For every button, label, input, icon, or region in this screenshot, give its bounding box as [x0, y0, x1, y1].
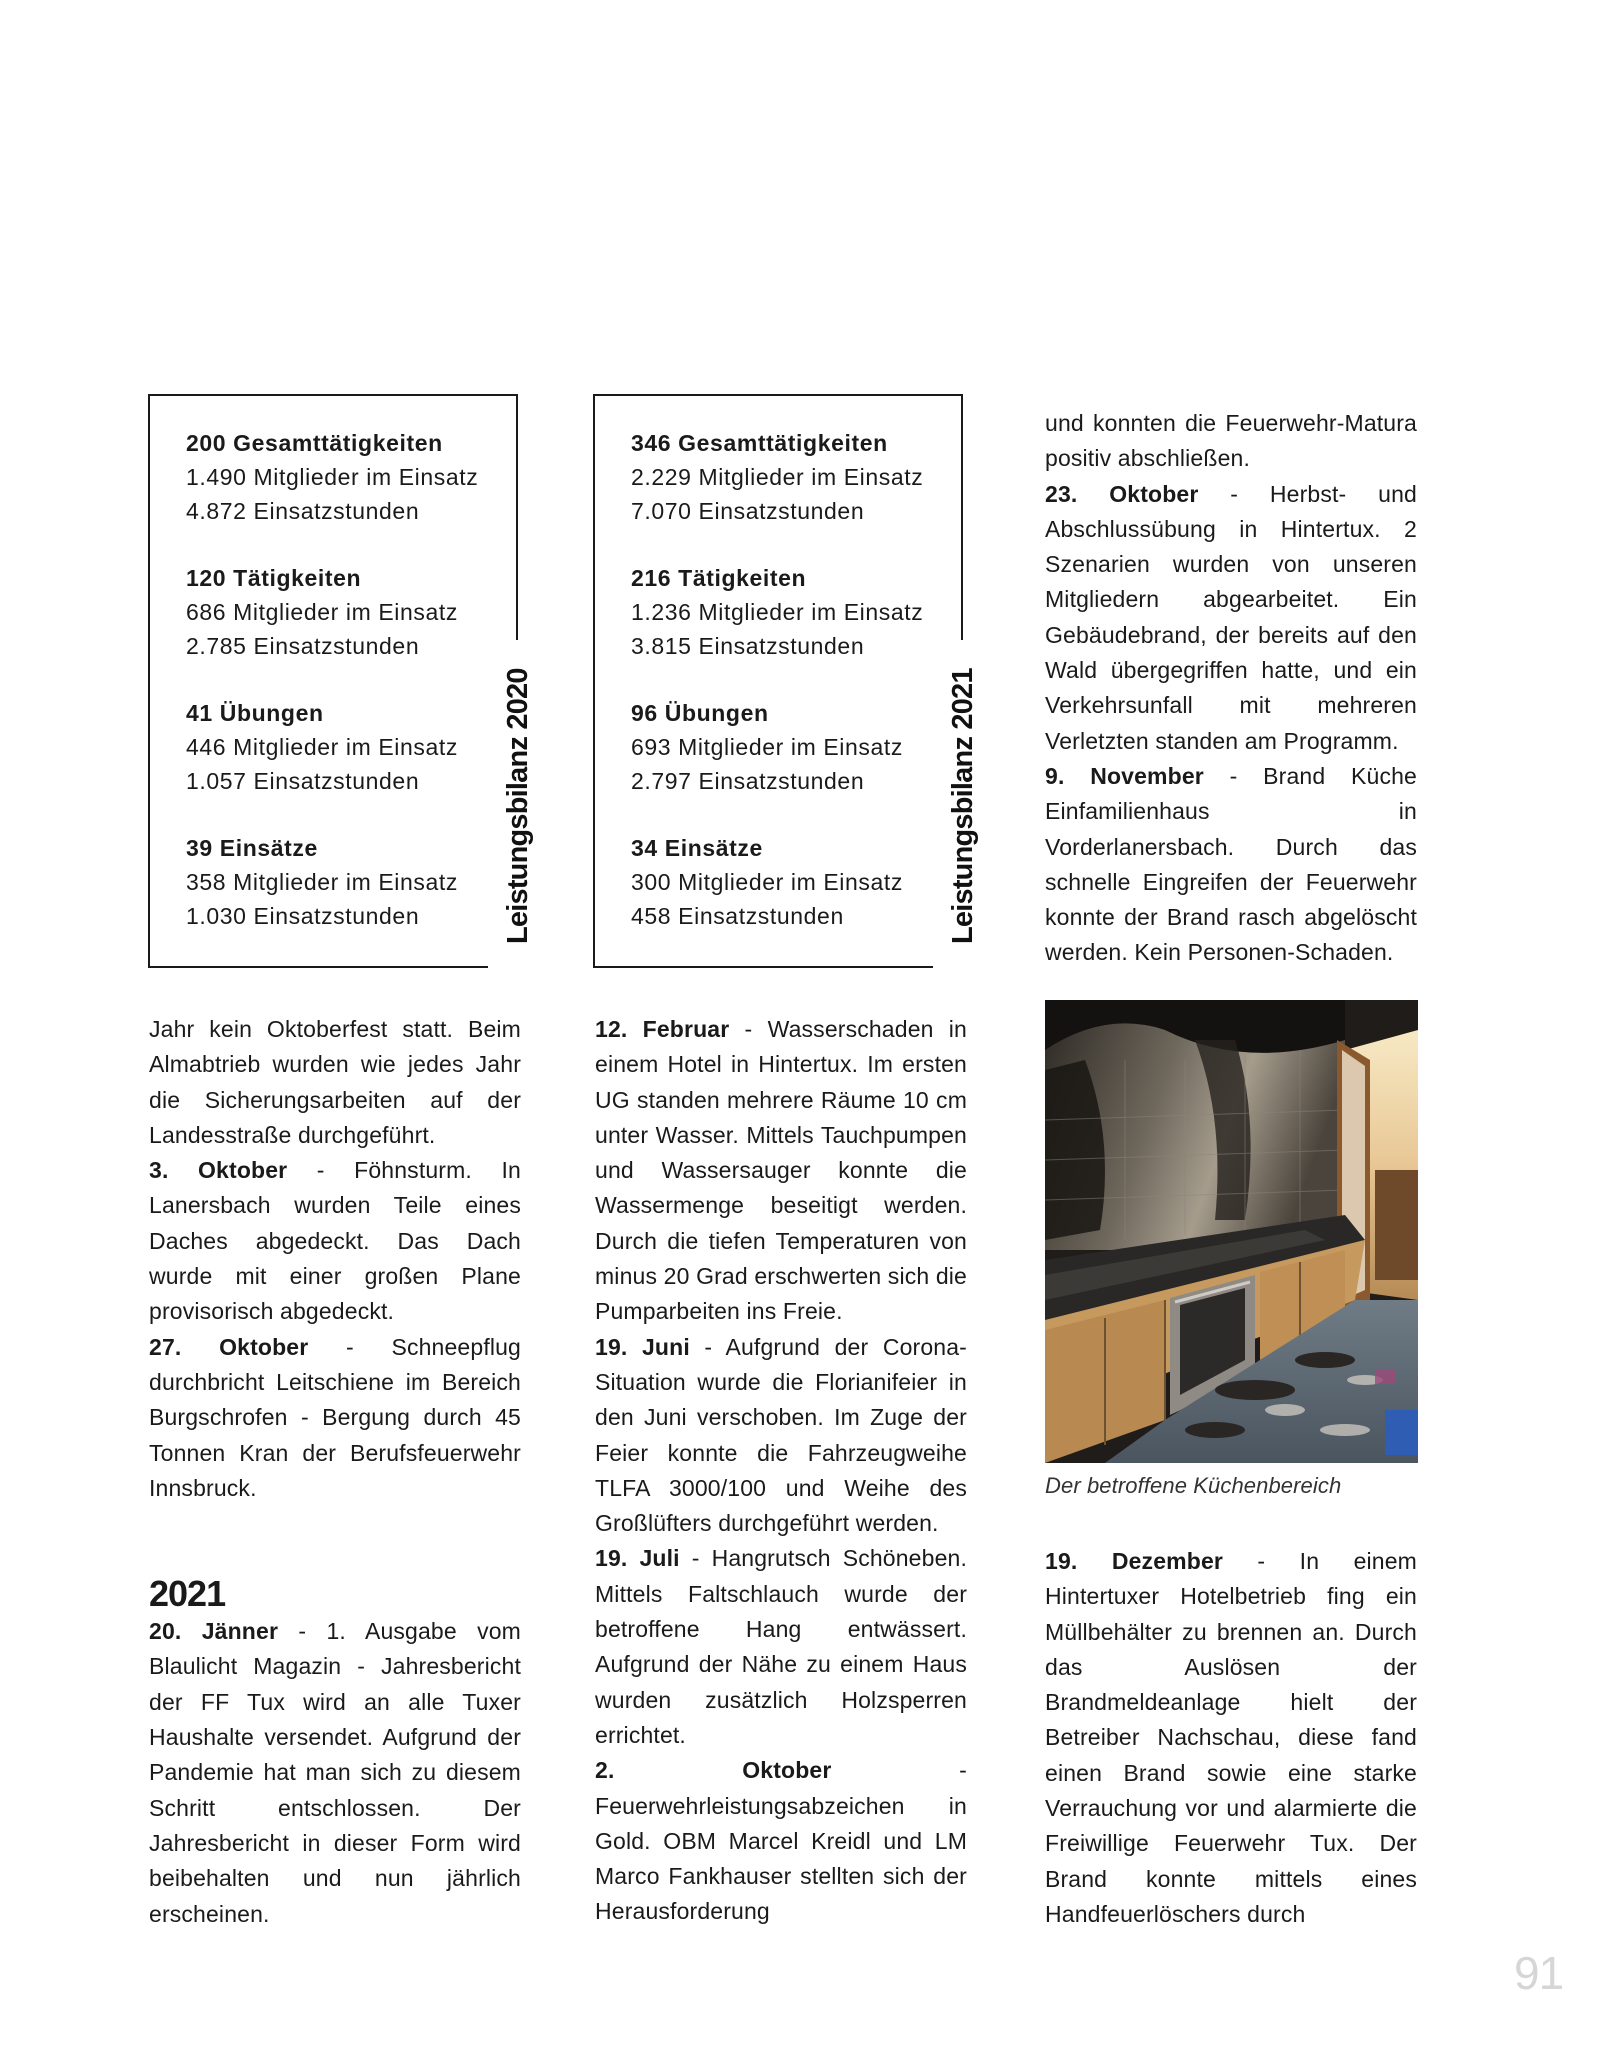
- event-date: 19. Dezember: [1045, 1548, 1223, 1574]
- stat-group: [186, 696, 478, 798]
- stats-box-2021: [593, 394, 963, 966]
- event-text: - In einem Hintertuxer Hotelbetrieb fing ein Müllbehälter zu brennen an. Durch das Auslösen der Brandmeldeanlage hielt der Betreiber Nachschau, diese fand einen Brand sowie eine starke Verrauchung vor und alarmierte die Freiwillige Feuerwehr Tux. Der Brand konnte mittels eines Handfeuerlöschers durch: [1045, 1548, 1417, 1927]
- stat-hours: 2.785 Einsatzstunden: [186, 633, 420, 659]
- event-date: 19. Juni: [595, 1333, 690, 1360]
- event-date: 12. Februar: [595, 1016, 730, 1042]
- paragraph: und konnten die Feuerwehr-Matura positiv abschließen.: [1045, 410, 1417, 472]
- event-date: 19. Juli: [595, 1545, 680, 1572]
- stat-hours: 458 Einsatzstunden: [631, 903, 844, 929]
- event-date: 27. Oktober: [149, 1333, 309, 1360]
- stat-members: 358 Mitglieder im Einsatz: [186, 869, 458, 895]
- stats-list-2021: [631, 426, 923, 966]
- event-entry: [149, 1330, 521, 1506]
- year-heading: 2021: [149, 1573, 226, 1615]
- event-text: - Herbst- und Abschlussübung in Hintertux. 2 Szenarien wurden von unseren Mitgliedern abgearbeitet. Ein Gebäudebrand, der bereits auf den Wald übergegriffen hatte, und ein Verkehrsunfall mit mehreren Verletzten standen am Programm.: [1045, 480, 1417, 754]
- stat-group: [631, 831, 923, 933]
- event-text: - Feuerwehrleistungsabzeichen in Gold. OBM Marcel Kreidl und LM Marco Fankhauser stellten sich der Herausforderung: [595, 1757, 967, 1925]
- stat-members: 1.236 Mitglieder im Einsatz: [631, 599, 924, 625]
- event-text: - Schneepflug durchbricht Leitschiene im Bereich Burgschrofen - Bergung durch 45 Tonnen Kran der Berufsfeuerwehr Innsbruck.: [149, 1333, 521, 1501]
- event-entry: [1045, 759, 1417, 971]
- stat-heading: 39 Einsätze: [186, 835, 318, 861]
- event-entry: [1045, 477, 1417, 759]
- event-date: 3. Oktober: [149, 1157, 288, 1184]
- column-1: [149, 1012, 521, 1932]
- stat-hours: 3.815 Einsatzstunden: [631, 633, 865, 659]
- stat-hours: 1.030 Einsatzstunden: [186, 903, 420, 929]
- stats-list-2020: [186, 426, 478, 966]
- stat-heading: 96 Übungen: [631, 700, 769, 726]
- event-text: - Aufgrund der Corona-Situation wurde die Florianifeier in den Juni verschoben. Im Zuge der Feier konnte die Fahrzeugweihe TLFA 3000/100 und Weihe des Großlüfters durchgeführt werden.: [595, 1333, 967, 1537]
- stat-heading: 216 Tätigkeiten: [631, 565, 807, 591]
- event-entry: [595, 1012, 967, 1330]
- stat-group: [631, 696, 923, 798]
- stat-members: 446 Mitglieder im Einsatz: [186, 734, 458, 760]
- stat-hours: 1.057 Einsatzstunden: [186, 768, 420, 794]
- photo-caption: Der betroffene Küchenbereich: [1045, 1473, 1342, 1498]
- stat-heading: 200 Gesamttätigkeiten: [186, 430, 443, 456]
- column-3-bottom: [1045, 1544, 1417, 1932]
- column-3-top: [1045, 406, 1417, 971]
- page-number: 91: [1514, 1947, 1564, 1999]
- event-entry: [595, 1330, 967, 1542]
- stats-label-2020: Leistungsbilanz 2020: [502, 668, 534, 944]
- stat-group: [631, 561, 923, 663]
- stat-hours: 2.797 Einsatzstunden: [631, 768, 865, 794]
- stat-group: [186, 561, 478, 663]
- stat-heading: 34 Einsätze: [631, 835, 763, 861]
- stat-group: [631, 426, 923, 528]
- event-text: - Wasserschaden in einem Hotel in Hintertux. Im ersten UG standen mehrere Räume 10 cm unter Wasser. Mittels Tauchpumpen und Wassersauger konnte die Wassermenge beseitigt werden. Durch die tiefen Temperaturen von minus 20 Grad erschwerten sich die Pumparbeiten ins Freie.: [595, 1016, 967, 1325]
- event-entry: [595, 1753, 967, 1929]
- stat-hours: 4.872 Einsatzstunden: [186, 498, 420, 524]
- event-date: 2. Oktober: [595, 1757, 832, 1784]
- event-text: - Hangrutsch Schöneben. Mittels Faltschlauch wurde der betroffene Hang entwässert. Aufgrund der Nähe zu einem Haus wurden zusätzlich Holzsperren errichtet.: [595, 1545, 967, 1748]
- stat-group: [186, 426, 478, 528]
- stat-members: 300 Mitglieder im Einsatz: [631, 869, 903, 895]
- stat-heading: 120 Tätigkeiten: [186, 565, 362, 591]
- event-date: 23. Oktober: [1045, 480, 1199, 507]
- event-entry: [595, 1541, 967, 1753]
- paragraph: Jahr kein Oktoberfest statt. Beim Almabtrieb wurden wie jedes Jahr die Sicherungsarbeiten auf der Landesstraße durchgeführt.: [149, 1016, 521, 1148]
- stats-label-2021: Leistungsbilanz 2021: [947, 668, 979, 944]
- column-2: [595, 1012, 967, 1930]
- stats-box-2020: [148, 394, 518, 966]
- stat-members: 1.490 Mitglieder im Einsatz: [186, 464, 479, 490]
- event-date: 20. Jänner: [149, 1618, 279, 1645]
- stat-members: 693 Mitglieder im Einsatz: [631, 734, 903, 760]
- event-entry: [149, 1614, 521, 1932]
- stat-heading: 41 Übungen: [186, 700, 324, 726]
- stat-members: 686 Mitglieder im Einsatz: [186, 599, 458, 625]
- event-entry: [149, 1153, 521, 1329]
- stat-heading: 346 Gesamttätigkeiten: [631, 430, 888, 456]
- kitchen-fire-illustration: [1045, 1000, 1418, 1463]
- stat-members: 2.229 Mitglieder im Einsatz: [631, 464, 924, 490]
- kitchen-fire-photo: [1045, 1000, 1418, 1463]
- stat-group: [186, 831, 478, 933]
- event-entry: [1045, 1544, 1417, 1932]
- event-text: - 1. Ausgabe vom Blaulicht Magazin - Jahresbericht der FF Tux wird an alle Tuxer Haushalte versendet. Aufgrund der Pandemie hat man sich zu diesem Schritt entschlossen. Der Jahresbericht in dieser Form wird beibehalten und nun jährlich erscheinen.: [149, 1618, 521, 1927]
- event-text: - Föhnsturm. In Lanersbach wurden Teile eines Daches abgedeckt. Das Dach wurde mit einer großen Plane provisorisch abgedeckt.: [149, 1157, 521, 1325]
- event-text: - Brand Küche Einfamilienhaus in Vorderlanersbach. Durch das schnelle Eingreifen der Feuerwehr konnte der Brand rasch abgelöscht werden. Kein Personen-Schaden.: [1045, 762, 1417, 966]
- stat-hours: 7.070 Einsatzstunden: [631, 498, 865, 524]
- event-date: 9. November: [1045, 762, 1204, 789]
